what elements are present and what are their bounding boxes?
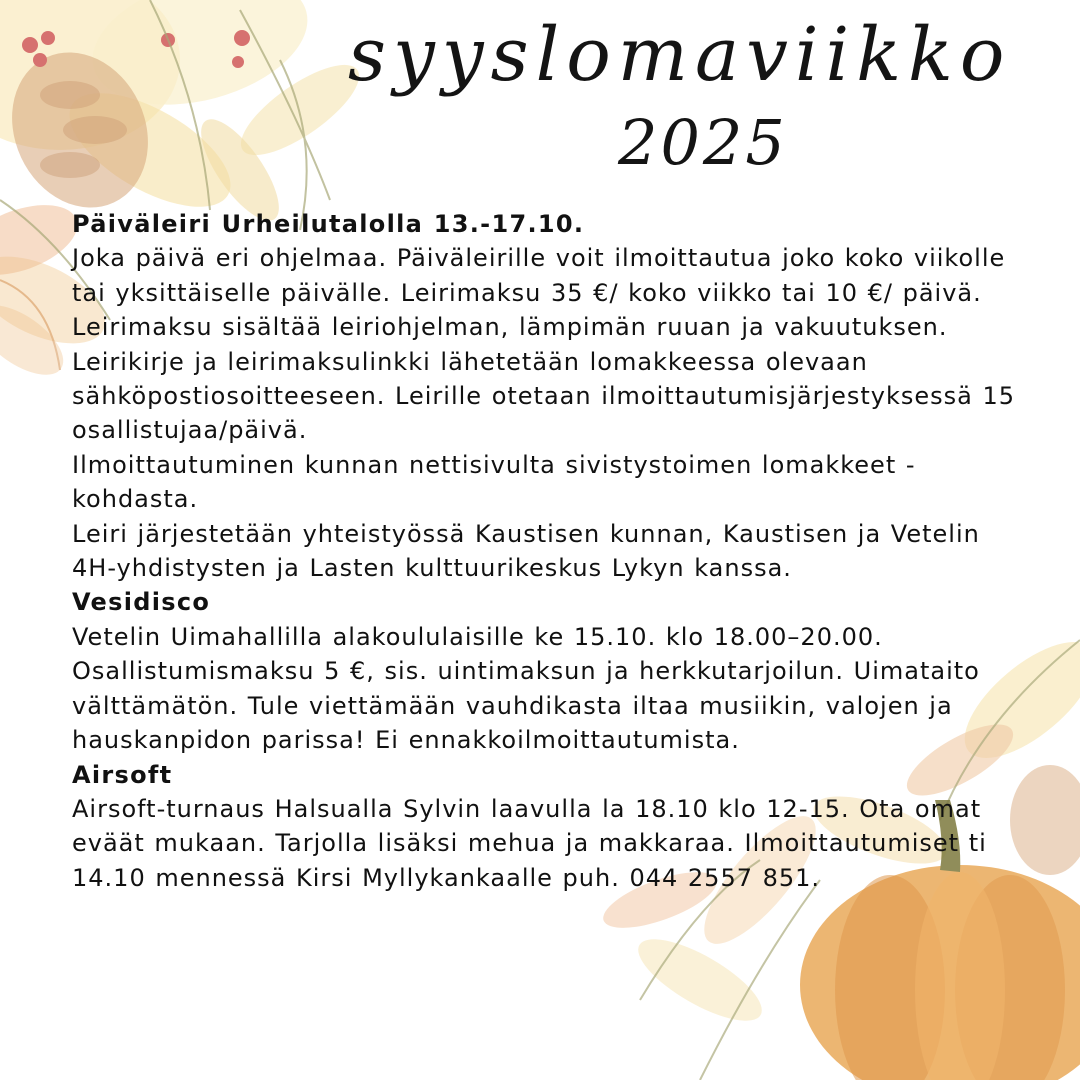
page-year: 2025	[618, 106, 788, 179]
section-paragraph: Ilmoittautuminen kunnan nettisivulta sivistystoimen lomakkeet -kohdasta.	[72, 450, 916, 514]
section-paragraph: Vetelin Uimahallilla alakoululaisille ke 15.10. klo 18.00–20.00. Osallistumismaksu 5 €, sis. uintimaksun ja herkkutarjoilun. Uimataito välttämätön. Tule viettämään vauhdikasta iltaa musiikin, valojen ja hauskanpidon parissa! Ei ennakkoilmoittautumista.	[72, 622, 980, 755]
section-airsoft	[72, 758, 1027, 896]
section-heading: Airsoft	[72, 760, 173, 789]
section-day-camp	[72, 207, 1027, 585]
section-paragraph: Leiri järjestetään yhteistyössä Kaustisen kunnan, Kaustisen ja Vetelin 4H-yhdistysten ja Lasten kulttuurikeskus Lykyn kanssa.	[72, 519, 980, 583]
section-paragraph: Joka päivä eri ohjelmaa. Päiväleirille voit ilmoittautua joko koko viikolle tai yksittäiselle päivälle. Leirimaksu 35 €/ koko viikko tai 10 €/ päivä. Leirimaksu sisältää leiriohjelman, lämpimän ruuan ja vakuutuksen. Leirikirje ja leirimaksulinkki lähetetään lomakkeessa olevaan sähköpostiosoitteeseen. Leirille otetaan ilmoittautumisjärjestyksessä 15 osallistujaa/päivä.	[72, 244, 1016, 445]
page-title: syyslomaviikko	[348, 12, 1012, 98]
section-paragraph: Airsoft-turnaus Halsualla Sylvin laavulla la 18.10 klo 12-15. Ota omat eväät mukaan. Tarjolla lisäksi mehua ja makkaraa. Ilmoittautumiset ti 14.10 mennessä Kirsi Myllykankaalle puh. 044 2557 851.	[72, 794, 987, 892]
section-heading: Päiväleiri Urheilutalolla 13.-17.10.	[72, 210, 585, 238]
section-heading: Vesidisco	[72, 588, 211, 617]
announcement-body	[72, 207, 1027, 895]
section-water-disco	[72, 585, 1027, 757]
